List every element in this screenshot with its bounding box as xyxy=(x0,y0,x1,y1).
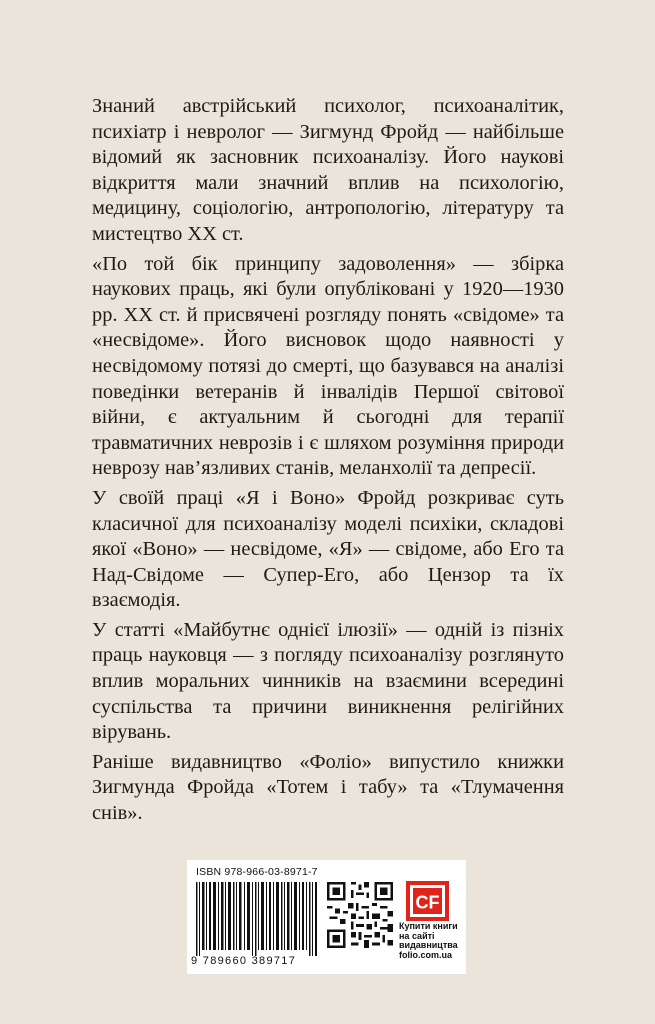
folio-logo-icon xyxy=(400,880,455,924)
annotation-paragraph-2: «По той бік принципу задоволення» — збірка наукових праць, які були опубліковані у 1920—1930 рр. XX ст. й присвячені розгляду понять «свідоме» та «несвідоме». Його висновок щодо наявності у несвідомому потязі до смерті, що базувався на аналізі поведінки ветеранів й інвалідів Першої світової війни, є актуальним й сьогодні для терапії травматичних неврозів і є шляхом розуміння природи неврозу нав’язливих станів, меланхолії та депресії. xyxy=(92,252,564,480)
barcode-icon xyxy=(194,882,320,956)
annotation-paragraph-5: Раніше видавництво «Фоліо» випустило книжки Зигмунда Фройда «Тотем і табу» та «Тлумачення снів». xyxy=(92,750,564,825)
annotation-paragraph-4: У статті «Майбутнє однієї ілюзії» — одній із пізніх праць науковця — з погляду психоаналізу розглянуто вплив моральних чинників на взаємини всередині суспільства та причини виникнення релігійних вірувань. xyxy=(92,618,564,744)
buy-line-2: на сайті xyxy=(399,930,435,941)
isbn-label: ISBN 978-966-03-8971-7 xyxy=(196,866,318,878)
publisher-website-link[interactable]: folio.com.ua xyxy=(399,949,453,960)
logo-text: CF xyxy=(415,892,440,913)
isbn-badge-panel xyxy=(187,860,466,974)
buy-line-3: видавництва xyxy=(399,940,458,950)
annotation-paragraph-1: Знаний австрійський психолог, психоаналітик, психіатр і невролог — Зигмунд Фройд — найбільше відомий як засновник психоаналізу. Його наукові відкриття мали значний вплив на психологію, медицину, соціологію, антропологію, літературу та мистецтво XX ст. xyxy=(92,95,564,245)
buy-books-note xyxy=(399,922,465,960)
barcode-digits: 9 789660 389717 xyxy=(191,955,297,967)
buy-line-1: Купити книги xyxy=(399,921,458,931)
back-cover-annotation xyxy=(92,94,564,831)
qr-code-icon[interactable] xyxy=(327,882,393,948)
annotation-paragraph-3: У своїй праці «Я і Воно» Фройд розкриває суть класичної для психоаналізу моделі психіки, складові якої «Воно» — несвідоме, «Я» — свідоме, або Его та Над-Свідоме — Супер-Его, або Цензор та їх взаємодія. xyxy=(92,486,564,612)
